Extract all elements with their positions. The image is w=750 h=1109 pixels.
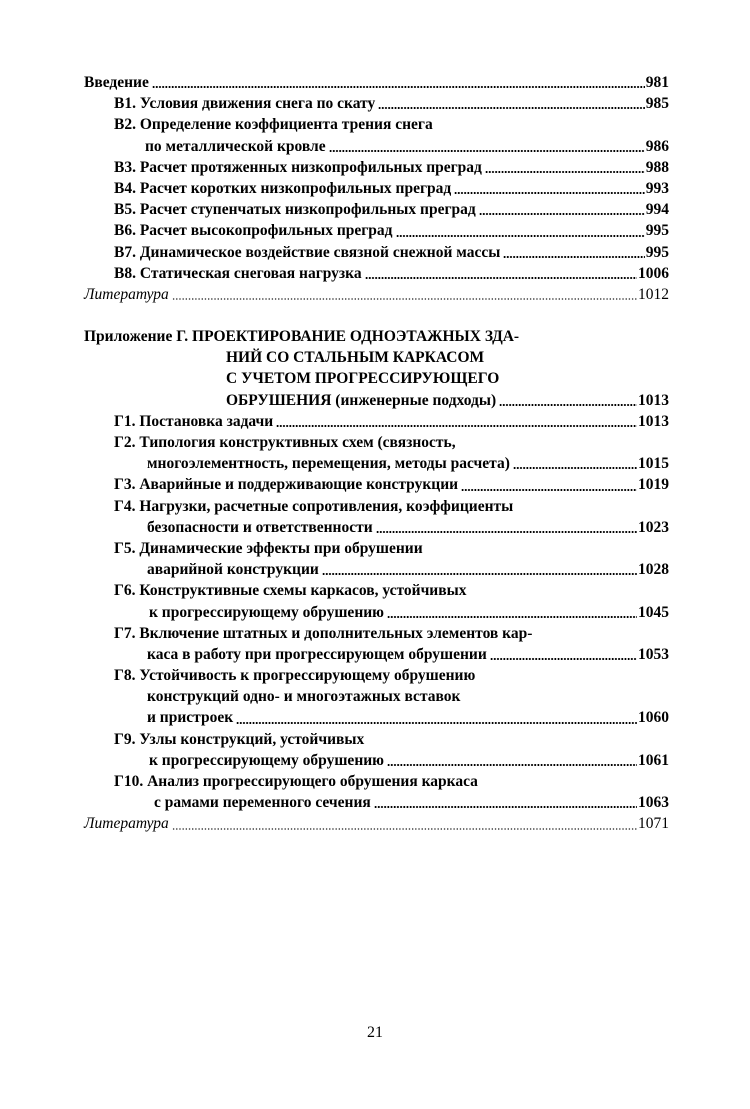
toc-entry <box>84 157 669 178</box>
toc-entry <box>84 517 669 538</box>
toc-entry-title: Введение <box>84 74 149 91</box>
toc-leader-dots <box>378 107 645 109</box>
toc-leader-dots <box>329 150 645 152</box>
toc-leader-dots <box>152 86 645 88</box>
toc-entry <box>84 559 669 580</box>
toc-entry <box>84 368 669 389</box>
toc-entry-title: Г5. Динамические эффекты при обрушении <box>114 539 423 557</box>
toc-entry <box>84 242 669 263</box>
toc-entry-page: 1045 <box>638 603 669 621</box>
toc-entry-title: безопасности и ответственности <box>147 518 373 536</box>
toc-leader-dots <box>276 425 637 427</box>
toc-entry-title: Г4. Нагрузки, расчетные сопротивления, коэффициенты <box>114 497 514 515</box>
toc-entry <box>84 199 669 220</box>
toc-entry-title: НИЙ СО СТАЛЬНЫМ КАРКАСОМ <box>226 349 485 367</box>
toc-entry <box>84 644 669 665</box>
toc-entry <box>84 347 669 368</box>
toc-section-b <box>84 72 669 305</box>
toc-leader-dots <box>376 531 637 533</box>
section-gap <box>84 305 669 326</box>
toc-entry-page: 1063 <box>638 794 669 812</box>
toc-entry-page: 981 <box>645 74 669 91</box>
toc-entry-page: 986 <box>645 137 669 155</box>
toc-entry <box>84 750 669 771</box>
toc-entry <box>84 93 669 114</box>
toc-entry-page: 1060 <box>638 709 669 727</box>
toc-entry-title: каса в работу при прогрессирующем обрушении <box>147 645 487 663</box>
toc-leader-dots <box>503 256 644 258</box>
toc-entry-page: 1071 <box>638 815 669 833</box>
toc-entry <box>84 686 669 707</box>
toc-entry <box>84 114 669 135</box>
toc-entry-title: В4. Расчет коротких низкопрофильных преград <box>114 179 452 197</box>
toc-entry-title: Литература <box>84 815 169 833</box>
toc-entry-title: Г2. Типология конструктивных схем (связность, <box>114 434 456 451</box>
toc-entry-title: ОБРУШЕНИЯ (инженерные подходы) <box>226 391 497 409</box>
toc-entry-page: 1028 <box>638 561 669 579</box>
toc-leader-dots <box>490 658 637 660</box>
toc-entry <box>84 771 669 792</box>
toc-leader-dots <box>172 298 637 300</box>
toc-entry <box>84 729 669 750</box>
toc-entry-title: с рамами переменного сечения <box>154 794 371 812</box>
table-of-contents <box>84 72 669 835</box>
toc-entry-title: Приложение Г. ПРОЕКТИРОВАНИЕ ОДНОЭТАЖНЫХ ЗДА- <box>84 328 520 346</box>
toc-entry <box>84 178 669 199</box>
toc-entry <box>84 538 669 559</box>
toc-entry-title: Литература <box>84 285 169 303</box>
toc-entry-title: к прогрессирующему обрушению <box>149 751 385 769</box>
toc-entry <box>84 665 669 686</box>
toc-entry <box>84 813 669 834</box>
toc-entry-page: 988 <box>645 158 669 176</box>
toc-entry <box>84 474 669 495</box>
toc-leader-dots <box>365 277 637 279</box>
toc-entry <box>84 496 669 517</box>
toc-leader-dots <box>513 467 637 469</box>
toc-entry-page: 995 <box>645 243 669 261</box>
toc-entry-title: Г9. Узлы конструкций, устойчивых <box>114 730 365 748</box>
toc-entry <box>84 707 669 728</box>
toc-entry-page: 1006 <box>638 264 669 282</box>
toc-entry-title: Г1. Постановка задачи <box>114 412 274 430</box>
toc-entry-page: 1023 <box>638 518 669 536</box>
toc-entry <box>84 411 669 432</box>
toc-entry-page: 993 <box>645 179 669 197</box>
toc-leader-dots <box>172 828 637 830</box>
toc-entry-title: В1. Условия движения снега по скату <box>114 95 376 113</box>
toc-leader-dots <box>479 213 645 215</box>
toc-entry-page: 995 <box>645 222 669 240</box>
toc-entry-page: 1012 <box>638 285 669 303</box>
toc-entry <box>84 220 669 241</box>
toc-entry-page: 994 <box>645 201 669 219</box>
toc-leader-dots <box>322 573 637 575</box>
toc-entry-title: к прогрессирующему обрушению <box>149 603 385 621</box>
toc-leader-dots <box>485 171 645 173</box>
toc-entry-title: Г7. Включение штатных и дополнительных элементов кар- <box>114 624 533 642</box>
toc-entry <box>84 72 669 93</box>
toc-entry <box>84 792 669 813</box>
toc-entry-title: по металлической кровле <box>145 137 326 155</box>
toc-entry-title: В6. Расчет высокопрофильных преград <box>114 222 393 240</box>
toc-entry <box>84 284 669 305</box>
toc-entry <box>84 580 669 601</box>
toc-entry-title: и пристроек <box>147 709 234 727</box>
toc-entry <box>84 602 669 623</box>
toc-section-g <box>84 326 669 835</box>
toc-entry <box>84 136 669 157</box>
toc-entry-title: В3. Расчет протяженных низкопрофильных преград <box>114 158 482 176</box>
toc-entry <box>84 326 669 347</box>
toc-leader-dots <box>374 806 637 808</box>
toc-entry-page: 985 <box>645 95 669 113</box>
toc-entry-page: 1061 <box>638 751 669 769</box>
toc-entry-title: В5. Расчет ступенчатых низкопрофильных преград <box>114 201 476 219</box>
toc-entry <box>84 453 669 474</box>
toc-leader-dots <box>387 616 637 618</box>
toc-leader-dots <box>454 192 645 194</box>
toc-entry-title: С УЧЕТОМ ПРОГРЕССИРУЮЩЕГО <box>226 370 500 388</box>
page-number: 21 <box>367 1024 383 1041</box>
toc-entry-page: 1013 <box>638 412 669 430</box>
toc-entry-title: Г6. Конструктивные схемы каркасов, устойчивых <box>114 582 467 600</box>
toc-leader-dots <box>461 489 637 491</box>
toc-entry-page: 1015 <box>638 455 669 473</box>
toc-entry-title: Г3. Аварийные и поддерживающие конструкции <box>114 476 459 494</box>
toc-leader-dots <box>396 235 645 237</box>
toc-entry-title: многоэлементность, перемещения, методы расчета) <box>147 455 510 473</box>
toc-leader-dots <box>387 764 637 766</box>
toc-entry <box>84 390 669 411</box>
toc-entry-title: аварийной конструкции <box>147 561 319 579</box>
toc-leader-dots <box>236 722 637 724</box>
toc-entry-title: В8. Статическая снеговая нагрузка <box>114 264 362 282</box>
toc-entry <box>84 623 669 644</box>
toc-entry-title: Г10. Анализ прогрессирующего обрушения каркаса <box>114 773 478 790</box>
toc-entry-title: Г8. Устойчивость к прогрессирующему обрушению <box>114 667 476 685</box>
toc-entry-title: конструкций одно- и многоэтажных вставок <box>147 688 461 706</box>
toc-entry-page: 1013 <box>638 391 669 409</box>
toc-entry <box>84 432 669 453</box>
toc-entry-title: В2. Определение коэффициента трения снега <box>114 116 433 134</box>
toc-leader-dots <box>499 404 637 406</box>
toc-entry-title: В7. Динамическое воздействие связной снежной массы <box>114 243 501 261</box>
toc-entry-page: 1019 <box>638 476 669 494</box>
toc-entry <box>84 263 669 284</box>
toc-entry-page: 1053 <box>638 645 669 663</box>
